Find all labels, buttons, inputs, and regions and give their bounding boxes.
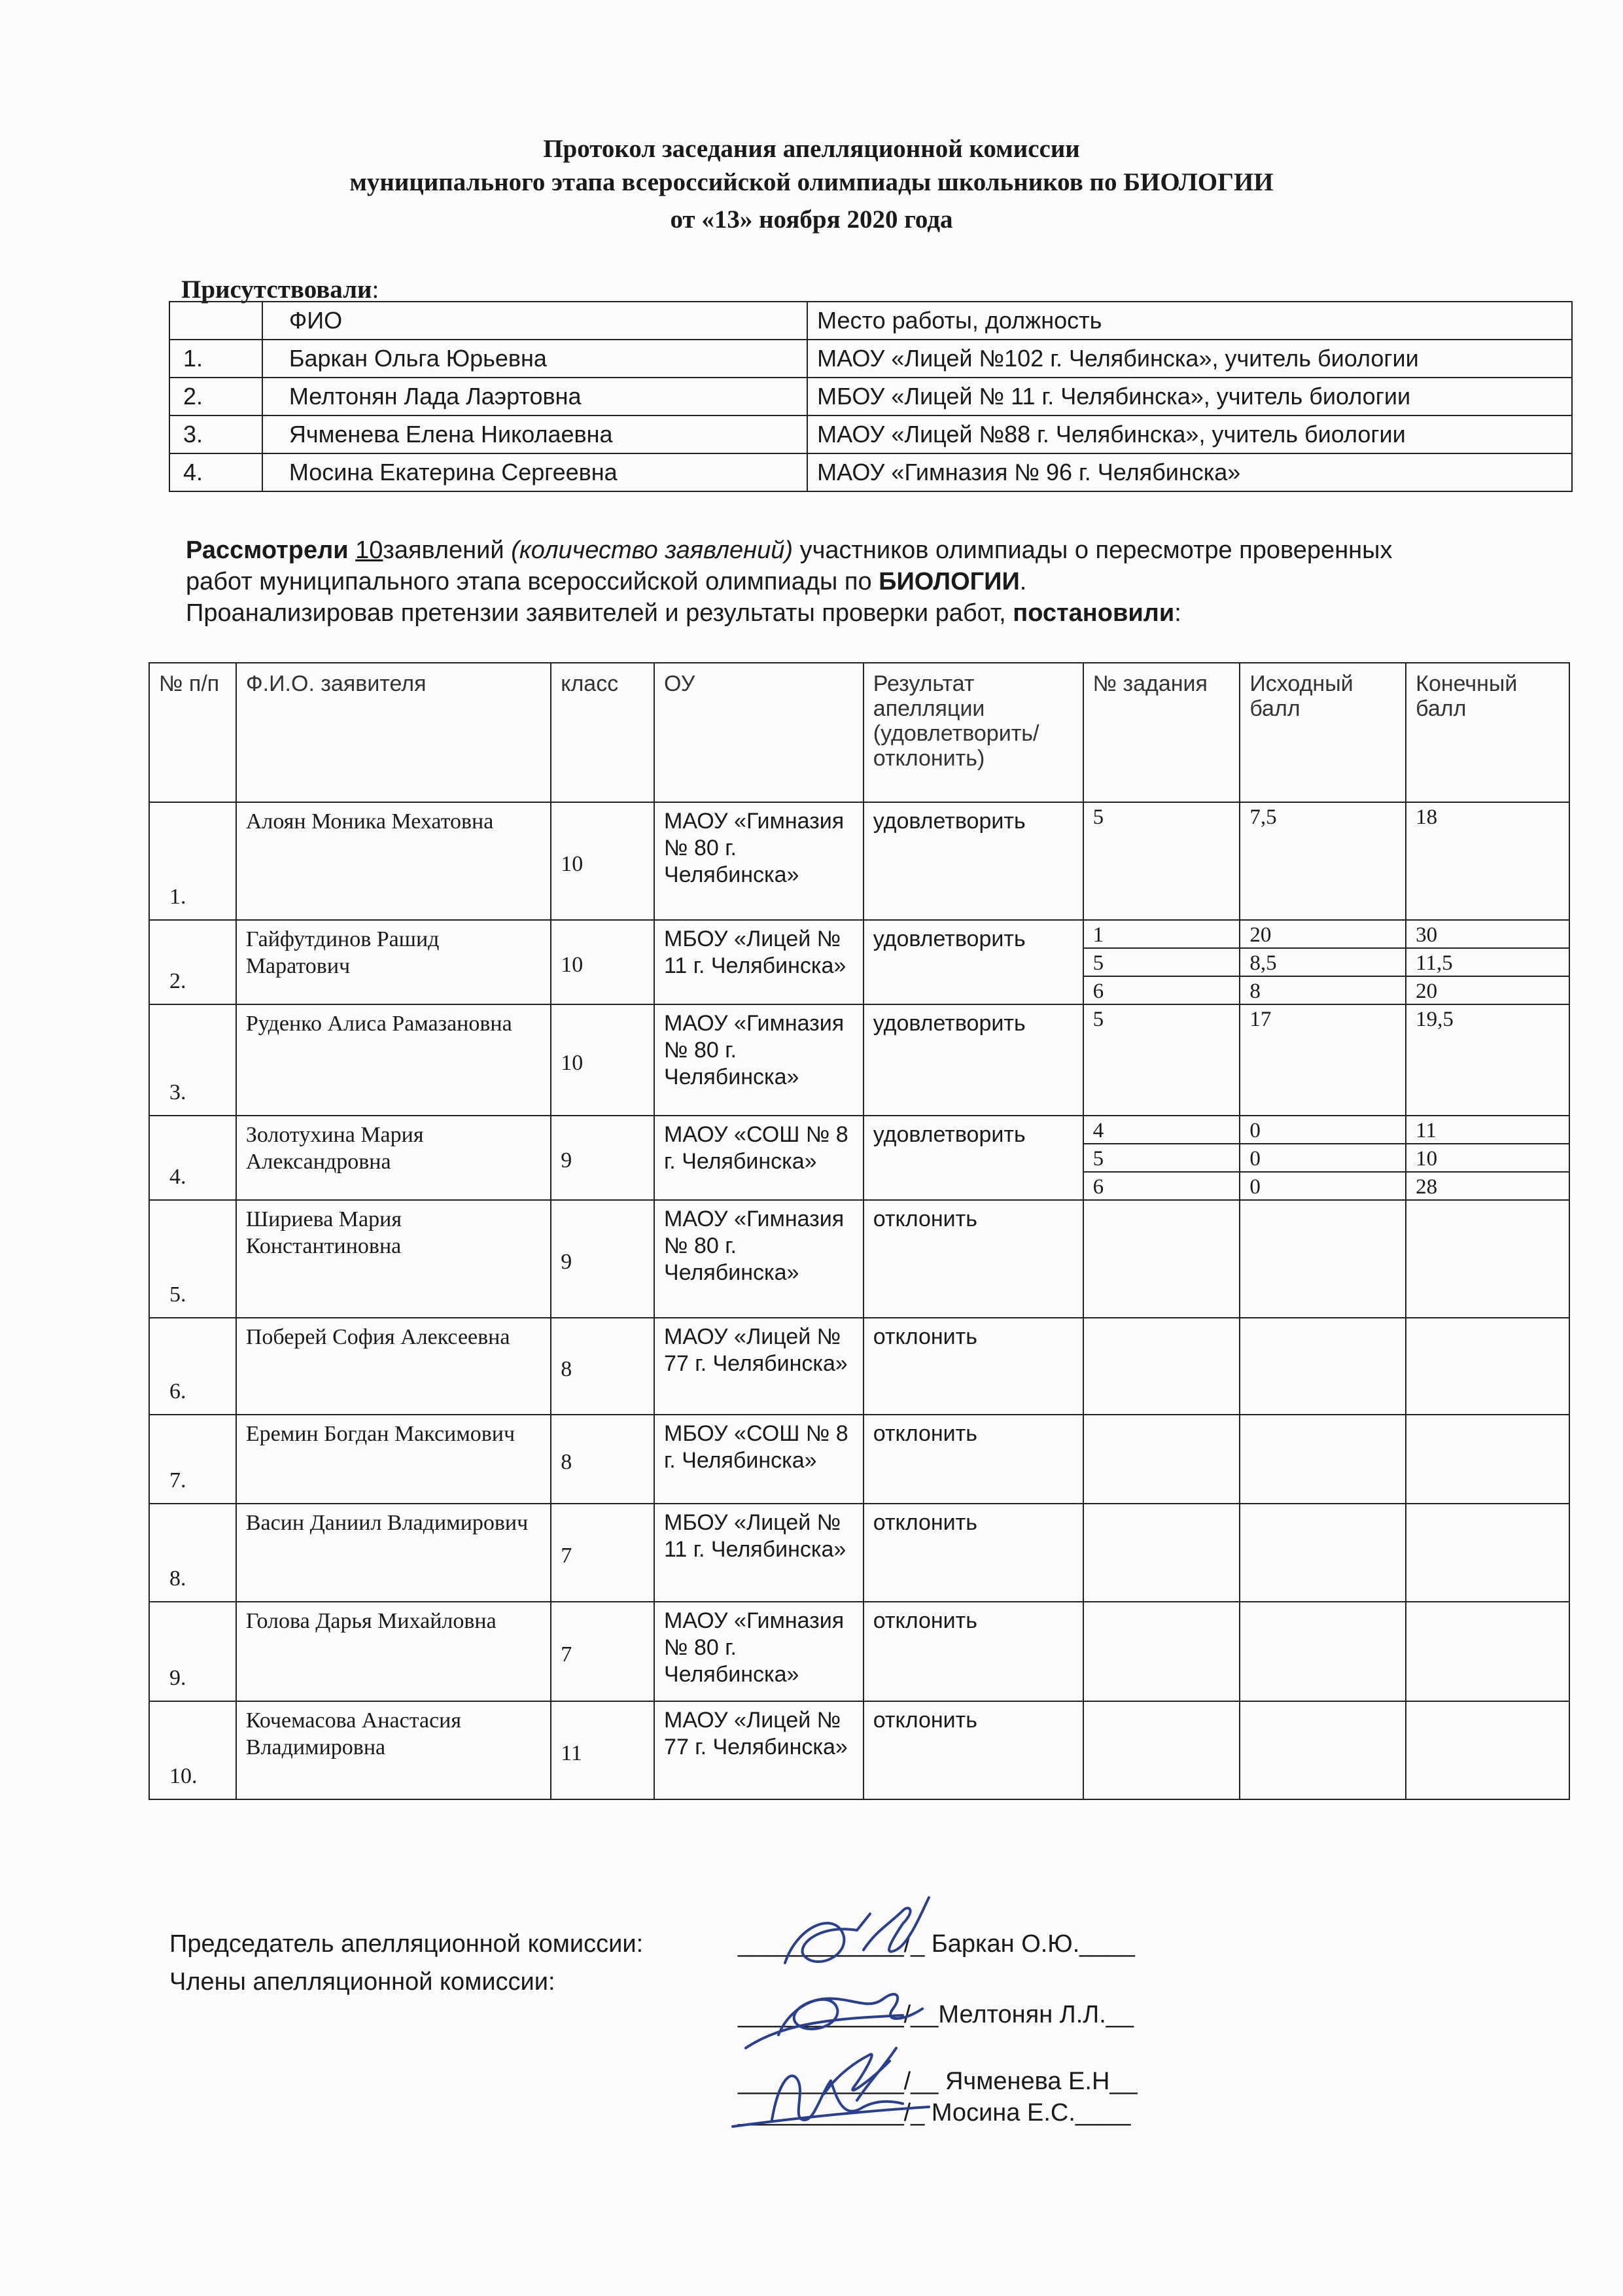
paragraph-line-1: Рассмотрели 10заявлений (количество заявлений) участников олимпиады о пересмотре проверенных: [186, 537, 1393, 564]
members-header-num: [169, 302, 262, 340]
members-header-name: ФИО: [262, 302, 807, 340]
appeal-school: МБОУ «Лицей № 11 г. Челябинска»: [654, 1504, 864, 1602]
chair-label: Председатель апелляционной комиссии:: [169, 1930, 644, 1958]
score-task: [1083, 1200, 1240, 1318]
score-initial: [1240, 1415, 1406, 1504]
header-name: Ф.И.О. заявителя: [236, 663, 551, 802]
appeal-row: [149, 1415, 1569, 1504]
header-num: № п/п: [149, 663, 236, 802]
signature-line-mosina: ____________/_ Мосина Е.С.____: [738, 2099, 1131, 2127]
appeal-grade: 10: [551, 920, 654, 1004]
member-num: 4.: [169, 453, 262, 491]
title-line-2: муниципального этапа всероссийской олимпиады школьников по БИОЛОГИИ: [349, 168, 1274, 196]
appeal-row: [149, 1318, 1569, 1415]
appeal-num: 9.: [149, 1602, 236, 1701]
appeal-grade: 7: [551, 1602, 654, 1701]
score-final: [1406, 1602, 1569, 1701]
appeal-school: МАОУ «Гимназия № 80 г. Челябинска»: [654, 802, 864, 920]
member-job: МАОУ «Лицей №102 г. Челябинска», учитель биологии: [807, 340, 1572, 378]
header-school: ОУ: [654, 663, 864, 802]
score-task: 5: [1083, 1004, 1240, 1116]
present-label: Присутствовали:: [181, 275, 379, 304]
appeal-num: 8.: [149, 1504, 236, 1602]
handwritten-signatures: [707, 1884, 1047, 2146]
score-task: 5: [1083, 948, 1240, 976]
score-task: 6: [1083, 976, 1240, 1004]
appeal-num: 10.: [149, 1701, 236, 1799]
appeal-result: отклонить: [864, 1602, 1083, 1701]
score-final: 10: [1406, 1144, 1569, 1172]
members-table: [169, 301, 1573, 492]
appeal-num: 1.: [149, 802, 236, 920]
score-initial: 0: [1240, 1172, 1406, 1200]
members-label: Члены апелляционной комиссии:: [169, 1968, 555, 1996]
score-final: 18: [1406, 802, 1569, 920]
score-task: 5: [1083, 1144, 1240, 1172]
appeal-num: 2.: [149, 920, 236, 1004]
appeal-name: Голова Дарья Михайловна: [236, 1602, 551, 1701]
member-name: Мелтонян Лада Лаэртовна: [262, 378, 807, 415]
score-initial: 8: [1240, 976, 1406, 1004]
appeal-grade: 10: [551, 1004, 654, 1116]
appeal-school: МБОУ «Лицей № 11 г. Челябинска»: [654, 920, 864, 1004]
appeal-school: МАОУ «СОШ № 8 г. Челябинска»: [654, 1116, 864, 1200]
appeal-row: [149, 1116, 1569, 1144]
appeal-num: 5.: [149, 1200, 236, 1318]
score-task: 4: [1083, 1116, 1240, 1144]
appeal-row: [149, 1701, 1569, 1799]
appeals-header-row: [149, 663, 1569, 802]
score-task: 5: [1083, 802, 1240, 920]
signature-line-meltonyan: ____________/__Мелтонян Л.Л.__: [738, 2001, 1134, 2028]
appeal-result: отклонить: [864, 1415, 1083, 1504]
score-task: [1083, 1318, 1240, 1415]
appeal-row: [149, 802, 1569, 920]
member-num: 3.: [169, 415, 262, 453]
score-final: 20: [1406, 976, 1569, 1004]
appeal-name: Еремин Богдан Максимович: [236, 1415, 551, 1504]
appeal-row: [149, 1200, 1569, 1318]
appeal-grade: 8: [551, 1415, 654, 1504]
member-name: Мосина Екатерина Сергеевна: [262, 453, 807, 491]
appeal-grade: 9: [551, 1200, 654, 1318]
member-job: МАОУ «Лицей №88 г. Челябинска», учитель биологии: [807, 415, 1572, 453]
header-initial: Исходный балл: [1240, 663, 1406, 802]
appeal-school: МБОУ «СОШ № 8 г. Челябинска»: [654, 1415, 864, 1504]
score-final: 30: [1406, 920, 1569, 948]
signature-line-yachmeneva: ____________/__ Ячменева Е.Н__: [738, 2068, 1138, 2095]
appeal-school: МАОУ «Гимназия № 80 г. Челябинска»: [654, 1200, 864, 1318]
appeal-name: Поберей София Алексеевна: [236, 1318, 551, 1415]
appeals-table: [148, 662, 1570, 1800]
appeal-result: отклонить: [864, 1200, 1083, 1318]
score-task: [1083, 1415, 1240, 1504]
appeal-num: 6.: [149, 1318, 236, 1415]
members-row: [169, 415, 1572, 453]
score-final: 11: [1406, 1116, 1569, 1144]
member-name: Баркан Ольга Юрьевна: [262, 340, 807, 378]
header-final: Конечный балл: [1406, 663, 1569, 802]
member-job: МБОУ «Лицей № 11 г. Челябинска», учитель биологии: [807, 378, 1572, 415]
score-final: [1406, 1318, 1569, 1415]
appeal-result: удовлетворить: [864, 920, 1083, 1004]
appeal-name: Гайфутдинов Рашид Маратович: [236, 920, 551, 1004]
member-name: Ячменева Елена Николаевна: [262, 415, 807, 453]
score-initial: 8,5: [1240, 948, 1406, 976]
score-task: [1083, 1602, 1240, 1701]
score-task: [1083, 1701, 1240, 1799]
paragraph-line-3: Проанализировав претензии заявителей и результаты проверки работ, постановили:: [186, 599, 1181, 627]
appeal-result: отклонить: [864, 1318, 1083, 1415]
header-task: № задания: [1083, 663, 1240, 802]
title-line-3: от «13» ноября 2020 года: [670, 205, 953, 234]
appeal-name: Золотухина Мария Александровна: [236, 1116, 551, 1200]
appeal-school: МАОУ «Гимназия № 80 г. Челябинска»: [654, 1602, 864, 1701]
score-task: 6: [1083, 1172, 1240, 1200]
score-final: [1406, 1504, 1569, 1602]
member-job: МАОУ «Гимназия № 96 г. Челябинска»: [807, 453, 1572, 491]
appeal-row: [149, 1504, 1569, 1602]
score-initial: 7,5: [1240, 802, 1406, 920]
title-line-1: Протокол заседания апелляционной комиссии: [543, 135, 1080, 163]
score-initial: [1240, 1504, 1406, 1602]
appeal-num: 7.: [149, 1415, 236, 1504]
score-initial: 17: [1240, 1004, 1406, 1116]
score-task: 1: [1083, 920, 1240, 948]
signature-barkan: [785, 1898, 929, 1963]
appeal-grade: 9: [551, 1116, 654, 1200]
score-initial: [1240, 1602, 1406, 1701]
members-header-job: Место работы, должность: [807, 302, 1572, 340]
appeal-row: [149, 920, 1569, 948]
score-task: [1083, 1504, 1240, 1602]
appeal-num: 3.: [149, 1004, 236, 1116]
score-initial: 0: [1240, 1144, 1406, 1172]
score-initial: [1240, 1200, 1406, 1318]
appeal-result: удовлетворить: [864, 1004, 1083, 1116]
appeal-name: Руденко Алиса Рамазановна: [236, 1004, 551, 1116]
members-row: [169, 340, 1572, 378]
appeal-result: отклонить: [864, 1701, 1083, 1799]
score-final: [1406, 1701, 1569, 1799]
appeal-grade: 10: [551, 802, 654, 920]
appeal-row: [149, 1004, 1569, 1116]
score-initial: 20: [1240, 920, 1406, 948]
appeal-name: Шириева Мария Константиновна: [236, 1200, 551, 1318]
appeal-result: удовлетворить: [864, 802, 1083, 920]
score-final: [1406, 1200, 1569, 1318]
signature-mosina: [733, 2076, 929, 2127]
member-num: 1.: [169, 340, 262, 378]
members-header-row: [169, 302, 1572, 340]
score-initial: [1240, 1701, 1406, 1799]
score-initial: 0: [1240, 1116, 1406, 1144]
appeal-grade: 7: [551, 1504, 654, 1602]
appeal-result: удовлетворить: [864, 1116, 1083, 1200]
appeal-row: [149, 1602, 1569, 1701]
member-num: 2.: [169, 378, 262, 415]
header-result: Результат апелляции (удовлетворить/ отклонить): [864, 663, 1083, 802]
appeal-school: МАОУ «Лицей № 77 г. Челябинска»: [654, 1318, 864, 1415]
appeal-num: 4.: [149, 1116, 236, 1200]
signature-line-barkan: ____________/_ Баркан О.Ю.____: [738, 1930, 1135, 1958]
appeal-name: Васин Даниил Владимирович: [236, 1504, 551, 1602]
score-final: 19,5: [1406, 1004, 1569, 1116]
appeal-result: отклонить: [864, 1504, 1083, 1602]
score-initial: [1240, 1318, 1406, 1415]
appeal-grade: 11: [551, 1701, 654, 1799]
appeal-name: Алоян Моника Мехатовна: [236, 802, 551, 920]
signature-meltonyan: [746, 1994, 922, 2048]
appeal-school: МАОУ «Лицей № 77 г. Челябинска»: [654, 1701, 864, 1799]
score-final: [1406, 1415, 1569, 1504]
header-grade: класс: [551, 663, 654, 802]
score-final: 11,5: [1406, 948, 1569, 976]
paragraph-line-2: работ муниципального этапа всероссийской олимпиады по БИОЛОГИИ.: [186, 568, 1027, 595]
appeal-school: МАОУ «Гимназия № 80 г. Челябинска»: [654, 1004, 864, 1116]
score-final: 28: [1406, 1172, 1569, 1200]
appeal-name: Кочемасова Анастасия Владимировна: [236, 1701, 551, 1799]
members-row: [169, 378, 1572, 415]
appeal-grade: 8: [551, 1318, 654, 1415]
members-row: [169, 453, 1572, 491]
